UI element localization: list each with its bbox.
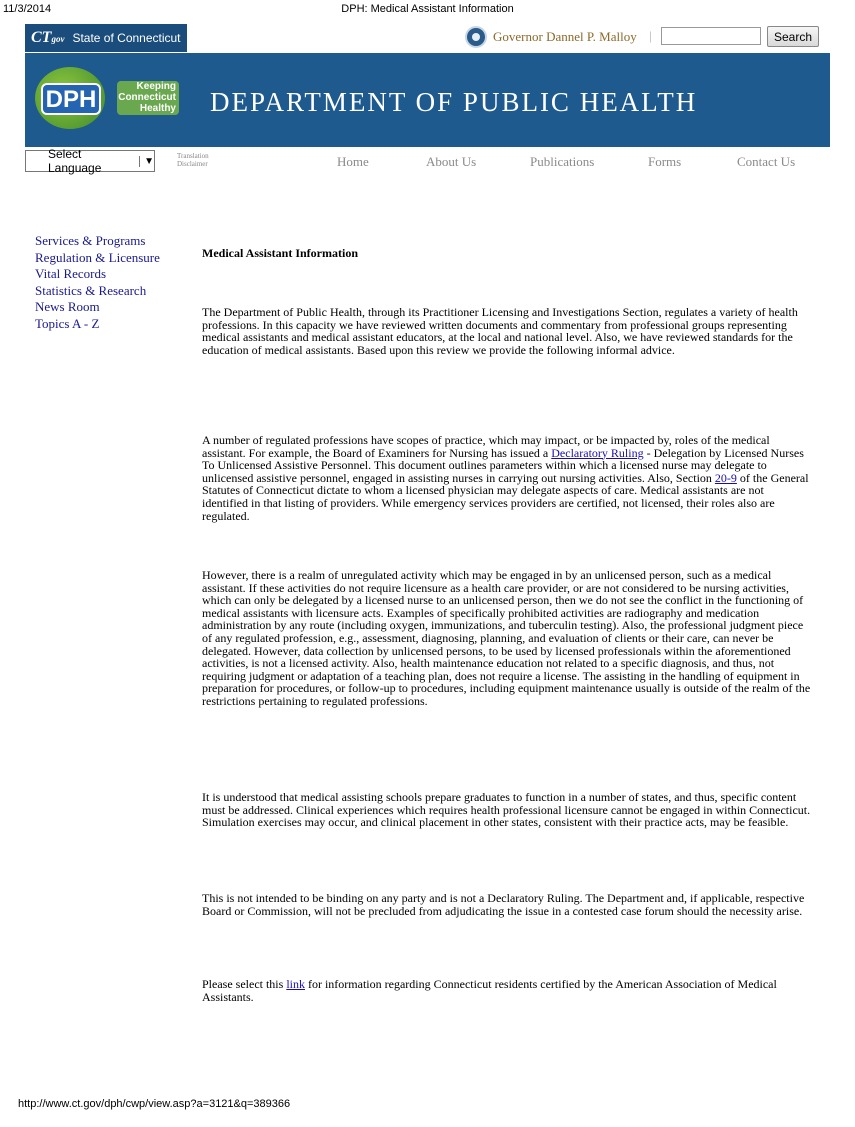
print-header <box>0 0 855 18</box>
paragraph-intro: The Department of Public Health, through its Practitioner Licensing and Investigations Section, regulates a variety of health professions. In this capacity we have reviewed written documents and commentary from professional groups representing medical assistants and medical assistant educators, at the local and national level. Also, we have reviewed standards for the education of medical assistants. Based upon this review we provide the following informal advice. <box>202 305 798 357</box>
top-bar <box>25 24 830 52</box>
paragraph-scopes: A number of regulated professions have scopes of practice, which may impact, or be impacted by, roles of the medical assistant. For example, the Board of Examiners for Nursing has issued a Declaratory Ruling - Delegation by Licensed Nurses To Unlicensed Assistive Personnel. This document outlines parameters within which a licensed nurse may delegate to unlicensed assistive personnel, engaged in assisting nurses in carrying out nursing activities. Also, Section 20-9 of the General Statutes of Connecticut dictate to whom a licensed physician may delegate aspects of care. Medical assistants are not identified in that listing of providers. While emergency services providers are certified, not licensed, their roles also are regulated. <box>202 433 809 523</box>
sidebar-nav <box>35 233 160 332</box>
nav-home[interactable]: Home <box>337 154 369 169</box>
search-button[interactable]: Search <box>767 26 819 47</box>
ct-mark: CTgov <box>31 29 65 46</box>
state-label: State of Connecticut <box>72 31 181 45</box>
search-input[interactable] <box>661 27 761 45</box>
governor-link[interactable]: Governor Dannel P. Malloy <box>493 29 637 44</box>
sidebar-item-vital-records[interactable]: Vital Records <box>35 266 107 281</box>
logo-tagline: Keeping Connecticut Healthy <box>117 81 179 115</box>
sidebar-item-statistics-research[interactable]: Statistics & Research <box>35 282 147 298</box>
sidebar-item-topics-a-z[interactable]: Topics A - Z <box>35 315 100 331</box>
sidebar-item-services-programs[interactable]: Services & Programs <box>35 233 146 248</box>
page-title: Medical Assistant Information <box>202 246 358 260</box>
translation-disclaimer-link[interactable]: Translation Disclaimer <box>177 152 209 168</box>
nav-contact-us[interactable]: Contact Us <box>737 154 796 169</box>
aama-link[interactable]: link <box>286 977 305 991</box>
paragraph-schools: It is understood that medical assisting schools prepare graduates to function in a number of states, and thus, specific content must be addressed. Clinical experiences which requires health professional licensure cannot be engaged in within Connecticut. Simulation exercises may occur, and clinical placement in other states, consistent with their practice acts, may be feasible. <box>202 790 811 830</box>
paragraph-link: Please select this link for information regarding Connecticut residents certified by the American Association of Medical Assistants. <box>202 977 777 1004</box>
section-20-9-link[interactable]: 20-9 <box>714 470 737 485</box>
dph-banner <box>25 53 830 147</box>
nav-bar <box>25 147 830 175</box>
nav-about-us[interactable]: About Us <box>426 154 477 169</box>
declaratory-ruling-link[interactable]: Declaratory Ruling <box>551 445 644 460</box>
separator: | <box>649 28 652 43</box>
nav-forms[interactable]: Forms <box>648 154 682 169</box>
paragraph-not-binding: This is not intended to be binding on any party and is not a Declaratory Ruling. The Department and, if applicable, respective Board or Commission, will not be precluded from adjudicating the issue in a contested case forum should the necessity arise. <box>202 891 805 918</box>
sidebar-item-news-room[interactable]: News Room <box>35 299 100 314</box>
language-select[interactable] <box>25 147 155 175</box>
dph-logo-text: DPH <box>41 83 101 115</box>
print-date: 11/3/2014 <box>3 3 52 15</box>
ct-gov-logo[interactable] <box>25 24 187 52</box>
nav-publications[interactable]: Publications <box>530 154 595 169</box>
banner-title: DEPARTMENT OF PUBLIC HEALTH <box>210 87 698 117</box>
language-select-label: Select Language <box>48 147 102 175</box>
governor-seal-icon <box>465 26 487 48</box>
chevron-down-icon: ▼ <box>139 156 154 167</box>
print-footer-url: http://www.ct.gov/dph/cwp/view.asp?a=3121&q=389366 <box>18 1098 291 1110</box>
dph-logo[interactable] <box>35 67 195 133</box>
paragraph-unregulated: However, there is a realm of unregulated activity which may be engaged in by an unlicensed person, such as a medical assistant. If these activities do not require licensure as a health care provider, or are not considered to be nursing activities, which can only be delegated by a licensed nurse to an unlicensed person, then we do not see the conflict in the functioning of medical assistants with licensure acts. Examples of specifically prohibited activities are radiography and medication administration by any route (including oxygen, immunizations, and tuberculin testing). Also, the professional judgment piece of any regulated profession, e.g., assessment, diagnosing, planning, and evaluation of clients or their care, can never be delegated. However, data collection by unlicensed persons, to be used by licensed professionals within the aforementioned activities, is not a licensed activity. Also, health maintenance education not related to a specific diagnosis, and thus, not requiring judgment or adaptation of a teaching plan, does not require a license. The assisting in the handling of equipment in preparation for procedures, or follow-up to procedures, including equipment maintenance usually is outside of the realm of the restrictions pertaining to regulated professions. <box>202 568 811 708</box>
sidebar-item-regulation-licensure[interactable]: Regulation & Licensure <box>35 249 160 265</box>
print-title: DPH: Medical Assistant Information <box>341 3 514 15</box>
